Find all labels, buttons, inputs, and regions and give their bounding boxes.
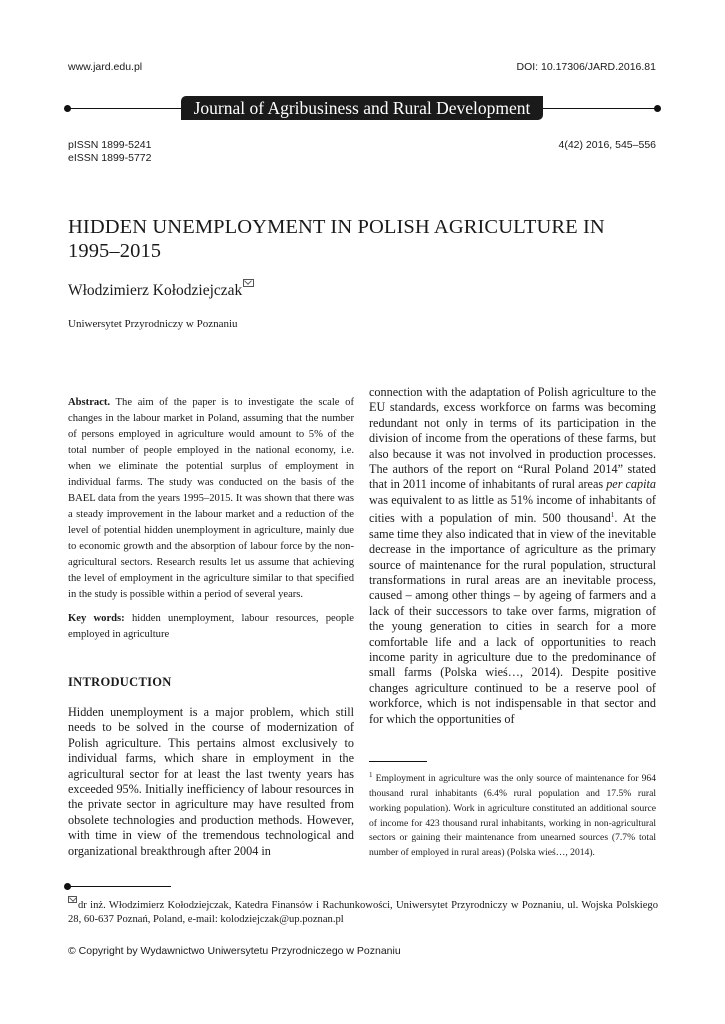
- copyright-notice: © Copyright by Wydawnictwo Uniwersytetu Przyrodniczego w Poznaniu: [68, 945, 401, 957]
- body-text-part: . At the same time they also indicated that in view of the inevitable decrease in the importance of agriculture as the primary source of maintenance for the rural population, structural transformations in rural areas are an inevitable process, caused – among other things – by ageing of farmers and a lack of their successors to take over farms, migration of the young generation to cities in search for a more comfortable life and a lack of opportunities to reach income parity in agriculture due to the predominance of small farms (Polska wieś…, 2014). Despite positive changes agriculture continued to be a reserve pool of workforce, which is not indispensable in that sector and for which the opportunities of: [369, 511, 657, 726]
- affiliation: Uniwersytet Przyrodniczy w Poznaniu: [68, 318, 238, 330]
- header-rule-left-dot: [64, 105, 71, 112]
- body-text-part: was equivalent to as little as 51% income of inhabitants of cities with a population of min. 500 thousand: [369, 492, 656, 526]
- envelope-icon: [68, 896, 77, 903]
- keywords-text: hidden unemployment, labour resources, people employed in agriculture: [68, 613, 354, 640]
- issue-pages: 4(42) 2016, 545–556: [558, 139, 656, 151]
- eissn: eISSN 1899-5772: [68, 152, 152, 164]
- pissn: pISSN 1899-5241: [68, 139, 152, 151]
- footnote-reference[interactable]: 1: [610, 511, 615, 520]
- journal-banner: Journal of Agribusiness and Rural Development: [181, 96, 543, 120]
- footnote-rule: [369, 761, 427, 762]
- author-line: [68, 282, 254, 300]
- introduction-heading: INTRODUCTION: [68, 675, 172, 689]
- website-url[interactable]: www.jard.edu.pl: [68, 61, 143, 73]
- keywords: [68, 611, 354, 643]
- footer-rule-dot: [64, 883, 71, 890]
- footnote-number: 1: [369, 771, 373, 779]
- doi[interactable]: DOI: 10.17306/JARD.2016.81: [516, 61, 656, 73]
- introduction-text: Hidden unemployment is a major problem, which still needs to be solved in the course of modernization of Polish agriculture. This pertains almost exclusively to individual farms, which share in employment in the agricultural sector for at least the last twenty years has exceeded 95%. Initially inefficiency of labour resources in the private sector in agriculture may have resulted from obsolete technologies and production methods. However, with time in view of the tremendous technological and organizational breakthrough after 2004 in: [68, 705, 354, 858]
- correspondence-text: dr inż. Włodzimierz Kołodziejczak, Katedra Finansów i Rachunkowości, Uniwersytet Przyrodniczy w Poznaniu, ul. Wojska Polskiego 28, 60-637 Poznań, Poland, e-mail: kolodziejczak@up.poznan.pl: [68, 900, 658, 925]
- footer-rule: [68, 886, 171, 887]
- footnote-text: Employment in agriculture was the only source of maintenance for 964 thousand rural inhabitants (6.4% rural population and 17.5% rural working population). Work in agriculture constituted an additional source of income for 423 thousand rural inhabitants, working in non-agricultural sectors or gaining their maintenance from unearned sources (7.7% total number of employed in rural areas) (Polska wieś…, 2014).: [369, 773, 656, 859]
- correspondence: [68, 899, 658, 927]
- keywords-label: Key words:: [68, 613, 125, 624]
- right-column-text: [369, 385, 656, 727]
- author-name: Włodzimierz Kołodziejczak: [68, 282, 243, 299]
- abstract: [68, 395, 354, 603]
- body-text-part: connection with the adaptation of Polish agriculture to the EU standards, excess workforce on farms was becoming redundant not only in terms of its participation in the division of income from the operations of these farms, but also because it was not involved in production processes. The authors of the report on “Rural Poland 2014” stated that in 2011 income of inhabitants of rural areas: [369, 385, 656, 492]
- header-rule-right-dot: [654, 105, 661, 112]
- footnote: [369, 768, 656, 861]
- italic-term: per capita: [606, 477, 656, 492]
- abstract-text: The aim of the paper is to investigate the scale of changes in the labour market in Poland, assuming that the number of persons employed in agriculture would amount to 5% of the total number of people employed in the national economy, i.e. when we eliminate the potential surplus of employment in individual farms. The study was conducted on the basis of the BAEL data from the years 1995–2015. It was shown that there was a steady improvement in the labour market and a reduction of the level of potential hidden unemployment in agriculture, mainly due to economic growth and the absorption of labour force by the non-agricultural sectors. Research results let us assume that achieving the level of employment in the agriculture similar to that specified in the study is possible within a period of several years.: [68, 397, 354, 600]
- envelope-icon: [243, 279, 254, 287]
- article-title: HIDDEN UNEMPLOYMENT IN POLISH AGRICULTURE IN 1995–2015: [68, 216, 605, 262]
- abstract-label: Abstract.: [68, 397, 111, 408]
